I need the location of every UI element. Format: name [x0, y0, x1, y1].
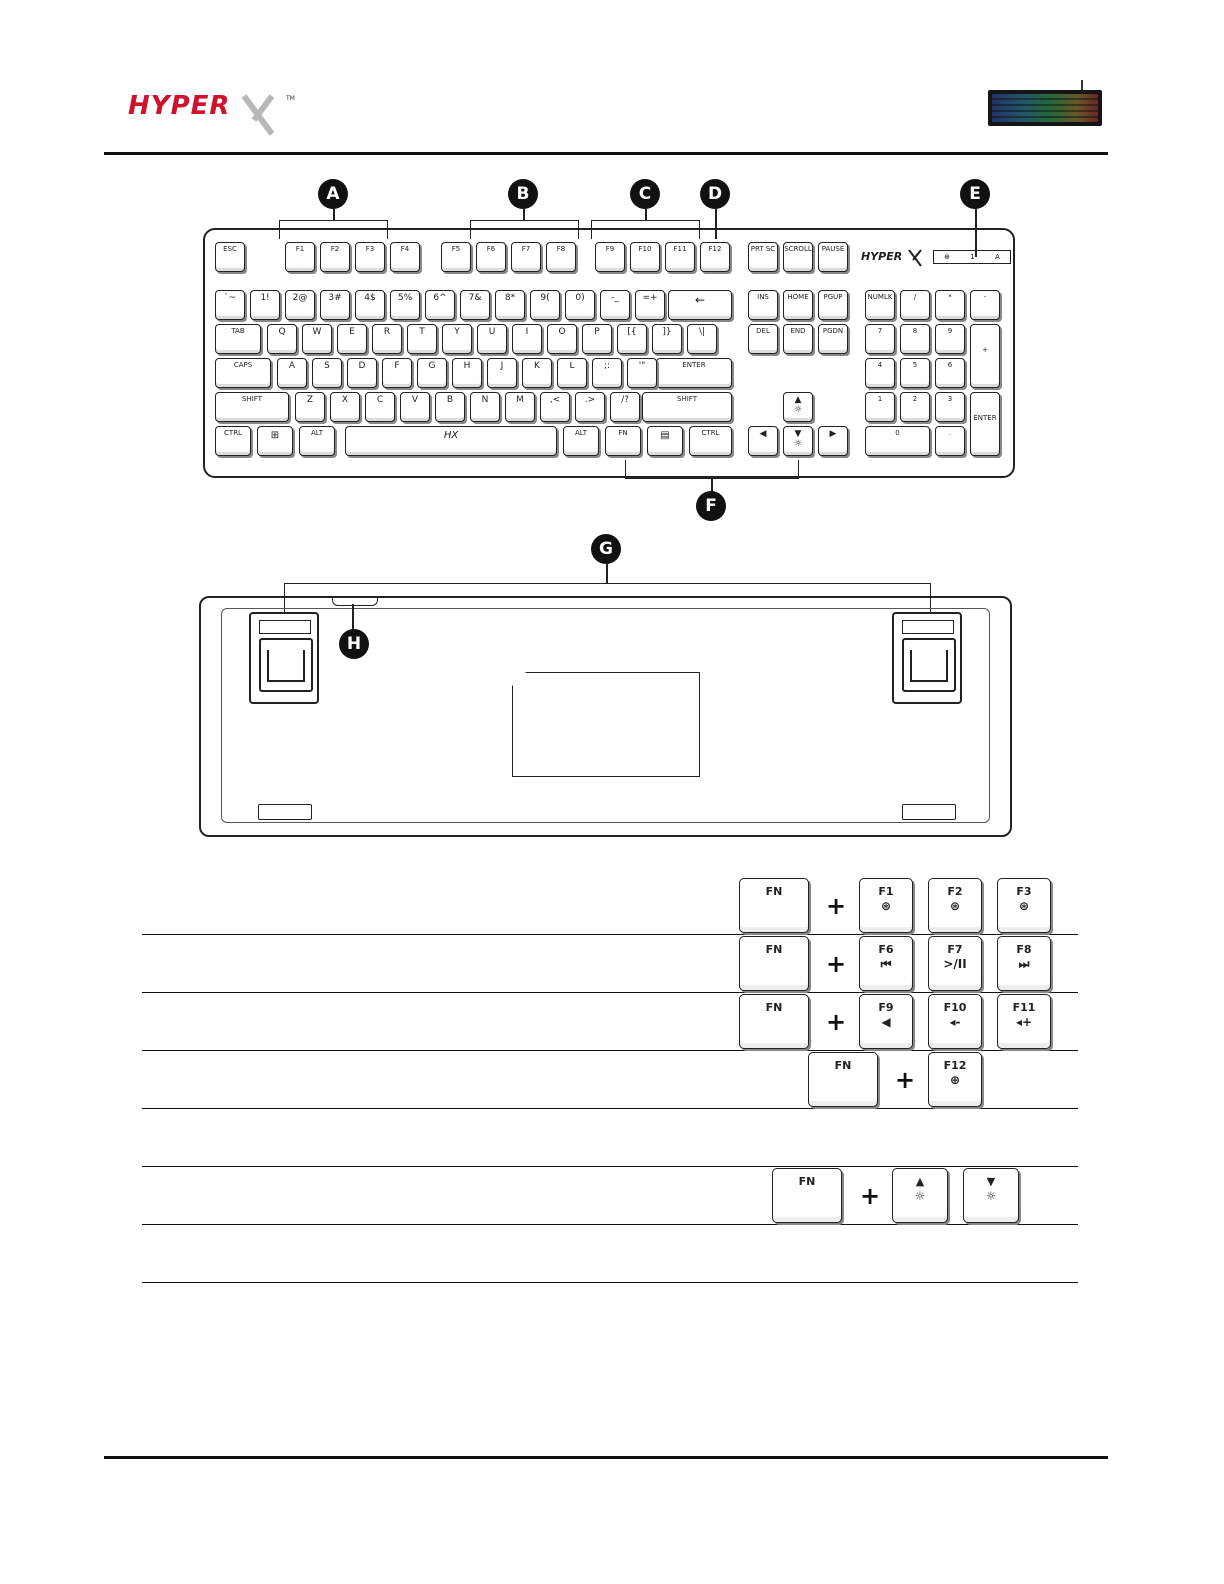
svg-text:TM: TM [286, 95, 295, 102]
key-row3-8: L [557, 358, 587, 388]
shortcut-up-key [892, 1168, 948, 1223]
shortcut-f1-key [859, 878, 913, 933]
callout-a: A [318, 179, 348, 209]
key-f4: F4 [390, 242, 420, 272]
key-arrow-right: ▶ [818, 426, 848, 456]
callout-c: C [630, 179, 660, 209]
callout-h-leader [352, 604, 354, 630]
kickstand-foot-right [892, 612, 962, 704]
key-num-6: 6 [935, 358, 965, 388]
key-num-plus: + [970, 324, 1000, 388]
key-num-1: 1 [865, 392, 895, 422]
key-del: DEL [748, 324, 778, 354]
key-backspace: ← [668, 290, 732, 320]
up-arrow-icon: ▲ [915, 1175, 925, 1188]
key-row3-0: A [277, 358, 307, 388]
key-row1-9: 9( [530, 290, 560, 320]
key-pgup: PGUP [818, 290, 848, 320]
key-row2-10: [{ [617, 324, 647, 354]
game-mode-icon: ⊕ [949, 1073, 961, 1088]
key-f5: F5 [441, 242, 471, 272]
callout-g: G [591, 534, 621, 564]
key-num-7: 7 [865, 324, 895, 354]
shortcut-f6-key [859, 936, 913, 991]
key-f6: F6 [476, 242, 506, 272]
key-f8: F8 [546, 242, 576, 272]
shortcut-f1-label: F1 [878, 885, 894, 898]
key-row4-8: .> [575, 392, 605, 422]
key-row2-1: W [302, 324, 332, 354]
shortcut-down-key [963, 1168, 1019, 1223]
key-row2-7: I [512, 324, 542, 354]
hyperx-logo [126, 84, 306, 144]
rubber-pad-right [902, 804, 956, 820]
key-num-mul: * [935, 290, 965, 320]
shortcut-f12-key [928, 1052, 982, 1107]
svg-text:HYPER: HYPER [128, 91, 231, 121]
svg-text:HYPER: HYPER [861, 250, 903, 263]
shortcut-fn-key: FN [772, 1168, 842, 1223]
key-numlk: NUMLK [865, 290, 895, 320]
key-row2-11: ]} [652, 324, 682, 354]
key-num-2: 2 [900, 392, 930, 422]
key-row2-12: \| [687, 324, 717, 354]
brightness-icon: ☼ [985, 1189, 997, 1204]
key-row1-0: `~ [215, 290, 245, 320]
callout-d: D [700, 179, 730, 209]
table-divider-6 [142, 1224, 1078, 1225]
key-num-9: 9 [935, 324, 965, 354]
key-row3-1: S [312, 358, 342, 388]
table-divider-1 [142, 934, 1078, 935]
key-f3: F3 [355, 242, 385, 272]
shortcut-f12-label: F12 [943, 1059, 967, 1072]
key-row3-2: D [347, 358, 377, 388]
key-row4-4: B [435, 392, 465, 422]
play-pause-icon: >/II [943, 957, 967, 972]
key-home: HOME [783, 290, 813, 320]
kickstand-foot-left [249, 612, 319, 704]
key-tab: TAB [215, 324, 261, 354]
color-mode-icon: ⊛ [949, 899, 961, 914]
key-enter: ENTER [656, 358, 732, 388]
key-arrow-up: ▲ ☼ [783, 392, 813, 422]
key-pgdn: PGDN [818, 324, 848, 354]
key-row1-8: 8* [495, 290, 525, 320]
shortcut-plus: + [826, 892, 847, 920]
shortcut-f6-label: F6 [878, 943, 894, 956]
hyperx-mini-logo [861, 246, 927, 268]
shortcut-plus: + [895, 1066, 916, 1094]
shortcut-f9-key [859, 994, 913, 1049]
key-row4-6: M [505, 392, 535, 422]
key-row1-5: 5% [390, 290, 420, 320]
key-num-8: 8 [900, 324, 930, 354]
key-esc: ESC [215, 242, 245, 272]
key-num-enter: ENTER [970, 392, 1000, 456]
shortcut-fn-key: FN [739, 994, 809, 1049]
mute-icon: ◀ [881, 1015, 891, 1030]
shortcut-fn-key: FN [739, 878, 809, 933]
shortcut-f10-label: F10 [943, 1001, 967, 1014]
keyboard-top-view [203, 228, 1015, 478]
key-row1-2: 2@ [285, 290, 315, 320]
key-row3-9: ;: [592, 358, 622, 388]
shortcut-plus: + [826, 1008, 847, 1036]
volume-down-icon: ◂- [949, 1015, 961, 1030]
key-space: HX [345, 426, 557, 456]
next-track-icon: ⏭ [1018, 957, 1030, 972]
color-mode-icon: ⊛ [1018, 899, 1030, 914]
shortcut-plus: + [860, 1182, 881, 1210]
callout-g-leader [606, 564, 608, 584]
key-row2-3: R [372, 324, 402, 354]
keyboard-product-image [986, 80, 1104, 128]
product-label-plate [512, 672, 700, 777]
key-row3-10: '" [627, 358, 657, 388]
led-indicator-panel [933, 250, 1011, 264]
key-row1-6: 6^ [425, 290, 455, 320]
key-arrow-down: ▼ ☼ [783, 426, 813, 456]
callout-h: H [339, 629, 369, 659]
shortcut-f11-key [997, 994, 1051, 1049]
key-row4-7: ,< [540, 392, 570, 422]
key-row3-3: F [382, 358, 412, 388]
shortcut-f2-key [928, 878, 982, 933]
key-f9: F9 [595, 242, 625, 272]
key-row4-9: /? [610, 392, 640, 422]
color-mode-icon: ⊛ [880, 899, 892, 914]
shortcut-f9-label: F9 [878, 1001, 894, 1014]
key-row1-11: -_ [600, 290, 630, 320]
key-num-0: 0 [865, 426, 930, 456]
table-divider-7 [142, 1282, 1078, 1283]
shortcut-f7-label: F7 [947, 943, 963, 956]
key-f10: F10 [630, 242, 660, 272]
key-row1-12: =+ [635, 290, 665, 320]
shortcut-f2-label: F2 [947, 885, 963, 898]
key-row4-1: X [330, 392, 360, 422]
shortcut-f8-label: F8 [1016, 943, 1032, 956]
callout-f-leader [711, 478, 713, 492]
led-num: 1 [970, 253, 975, 261]
key-pause: PAUSE [818, 242, 848, 272]
shortcut-plus: + [826, 950, 847, 978]
callout-e: E [960, 179, 990, 209]
key-arrow-left: ◀ [748, 426, 778, 456]
callout-b: B [508, 179, 538, 209]
key-row2-5: Y [442, 324, 472, 354]
key-f1: F1 [285, 242, 315, 272]
key-scrlk: SCROLL [783, 242, 813, 272]
key-row3-6: J [487, 358, 517, 388]
key-prtsc: PRT SC [748, 242, 778, 272]
shortcut-fn-key: FN [739, 936, 809, 991]
key-num-dot: . [935, 426, 965, 456]
key-end: END [783, 324, 813, 354]
key-row4-3: V [400, 392, 430, 422]
key-row1-4: 4$ [355, 290, 385, 320]
key-num-5: 5 [900, 358, 930, 388]
table-divider-5 [142, 1166, 1078, 1167]
key-row4-5: N [470, 392, 500, 422]
callout-f: F [696, 491, 726, 521]
key-row1-1: 1! [250, 290, 280, 320]
cable-channel [332, 597, 378, 606]
key-fn: FN [605, 426, 641, 456]
key-caps: CAPS [215, 358, 271, 388]
header-rule [104, 152, 1108, 155]
table-divider-2 [142, 992, 1078, 993]
key-num-div: / [900, 290, 930, 320]
shortcut-fn-key: FN [808, 1052, 878, 1107]
shortcut-f3-key [997, 878, 1051, 933]
key-row2-8: O [547, 324, 577, 354]
key-f12: F12 [700, 242, 730, 272]
footer-rule [104, 1456, 1108, 1459]
key-f2: F2 [320, 242, 350, 272]
key-row3-7: K [522, 358, 552, 388]
shortcut-f7-key [928, 936, 982, 991]
shortcut-f11-label: F11 [1012, 1001, 1036, 1014]
key-row2-0: Q [267, 324, 297, 354]
key-shift-left: SHIFT [215, 392, 289, 422]
key-row2-6: U [477, 324, 507, 354]
key-ctrl-left: CTRL [215, 426, 251, 456]
key-row2-2: E [337, 324, 367, 354]
table-divider-3 [142, 1050, 1078, 1051]
key-row1-7: 7& [460, 290, 490, 320]
down-arrow-icon: ▼ [986, 1175, 996, 1188]
key-row2-9: P [582, 324, 612, 354]
key-row3-4: G [417, 358, 447, 388]
led-game-icon: ⊕ [944, 253, 951, 261]
shortcut-f10-key [928, 994, 982, 1049]
key-alt-left: ALT [299, 426, 335, 456]
key-f7: F7 [511, 242, 541, 272]
key-row4-0: Z [295, 392, 325, 422]
key-row3-5: H [452, 358, 482, 388]
brightness-icon: ☼ [914, 1189, 926, 1204]
key-f11: F11 [665, 242, 695, 272]
key-row1-10: 0) [565, 290, 595, 320]
table-divider-4 [142, 1108, 1078, 1109]
led-caps: A [995, 253, 1000, 261]
key-row4-2: C [365, 392, 395, 422]
key-row2-4: T [407, 324, 437, 354]
shortcut-f3-label: F3 [1016, 885, 1032, 898]
key-num-4: 4 [865, 358, 895, 388]
key-num-3: 3 [935, 392, 965, 422]
volume-up-icon: ◂+ [1015, 1015, 1033, 1030]
key-alt-right: ALT [563, 426, 599, 456]
windows-key-icon: ⊞ [257, 426, 293, 456]
menu-key-icon: ▤ [647, 426, 683, 456]
shortcut-f8-key [997, 936, 1051, 991]
key-num-minus: - [970, 290, 1000, 320]
key-row1-3: 3# [320, 290, 350, 320]
key-ctrl-right: CTRL [689, 426, 732, 456]
rubber-pad-left [258, 804, 312, 820]
previous-track-icon: ⏮ [880, 957, 892, 972]
key-ins: INS [748, 290, 778, 320]
key-shift-right: SHIFT [642, 392, 732, 422]
callout-f-bracket [625, 460, 799, 479]
